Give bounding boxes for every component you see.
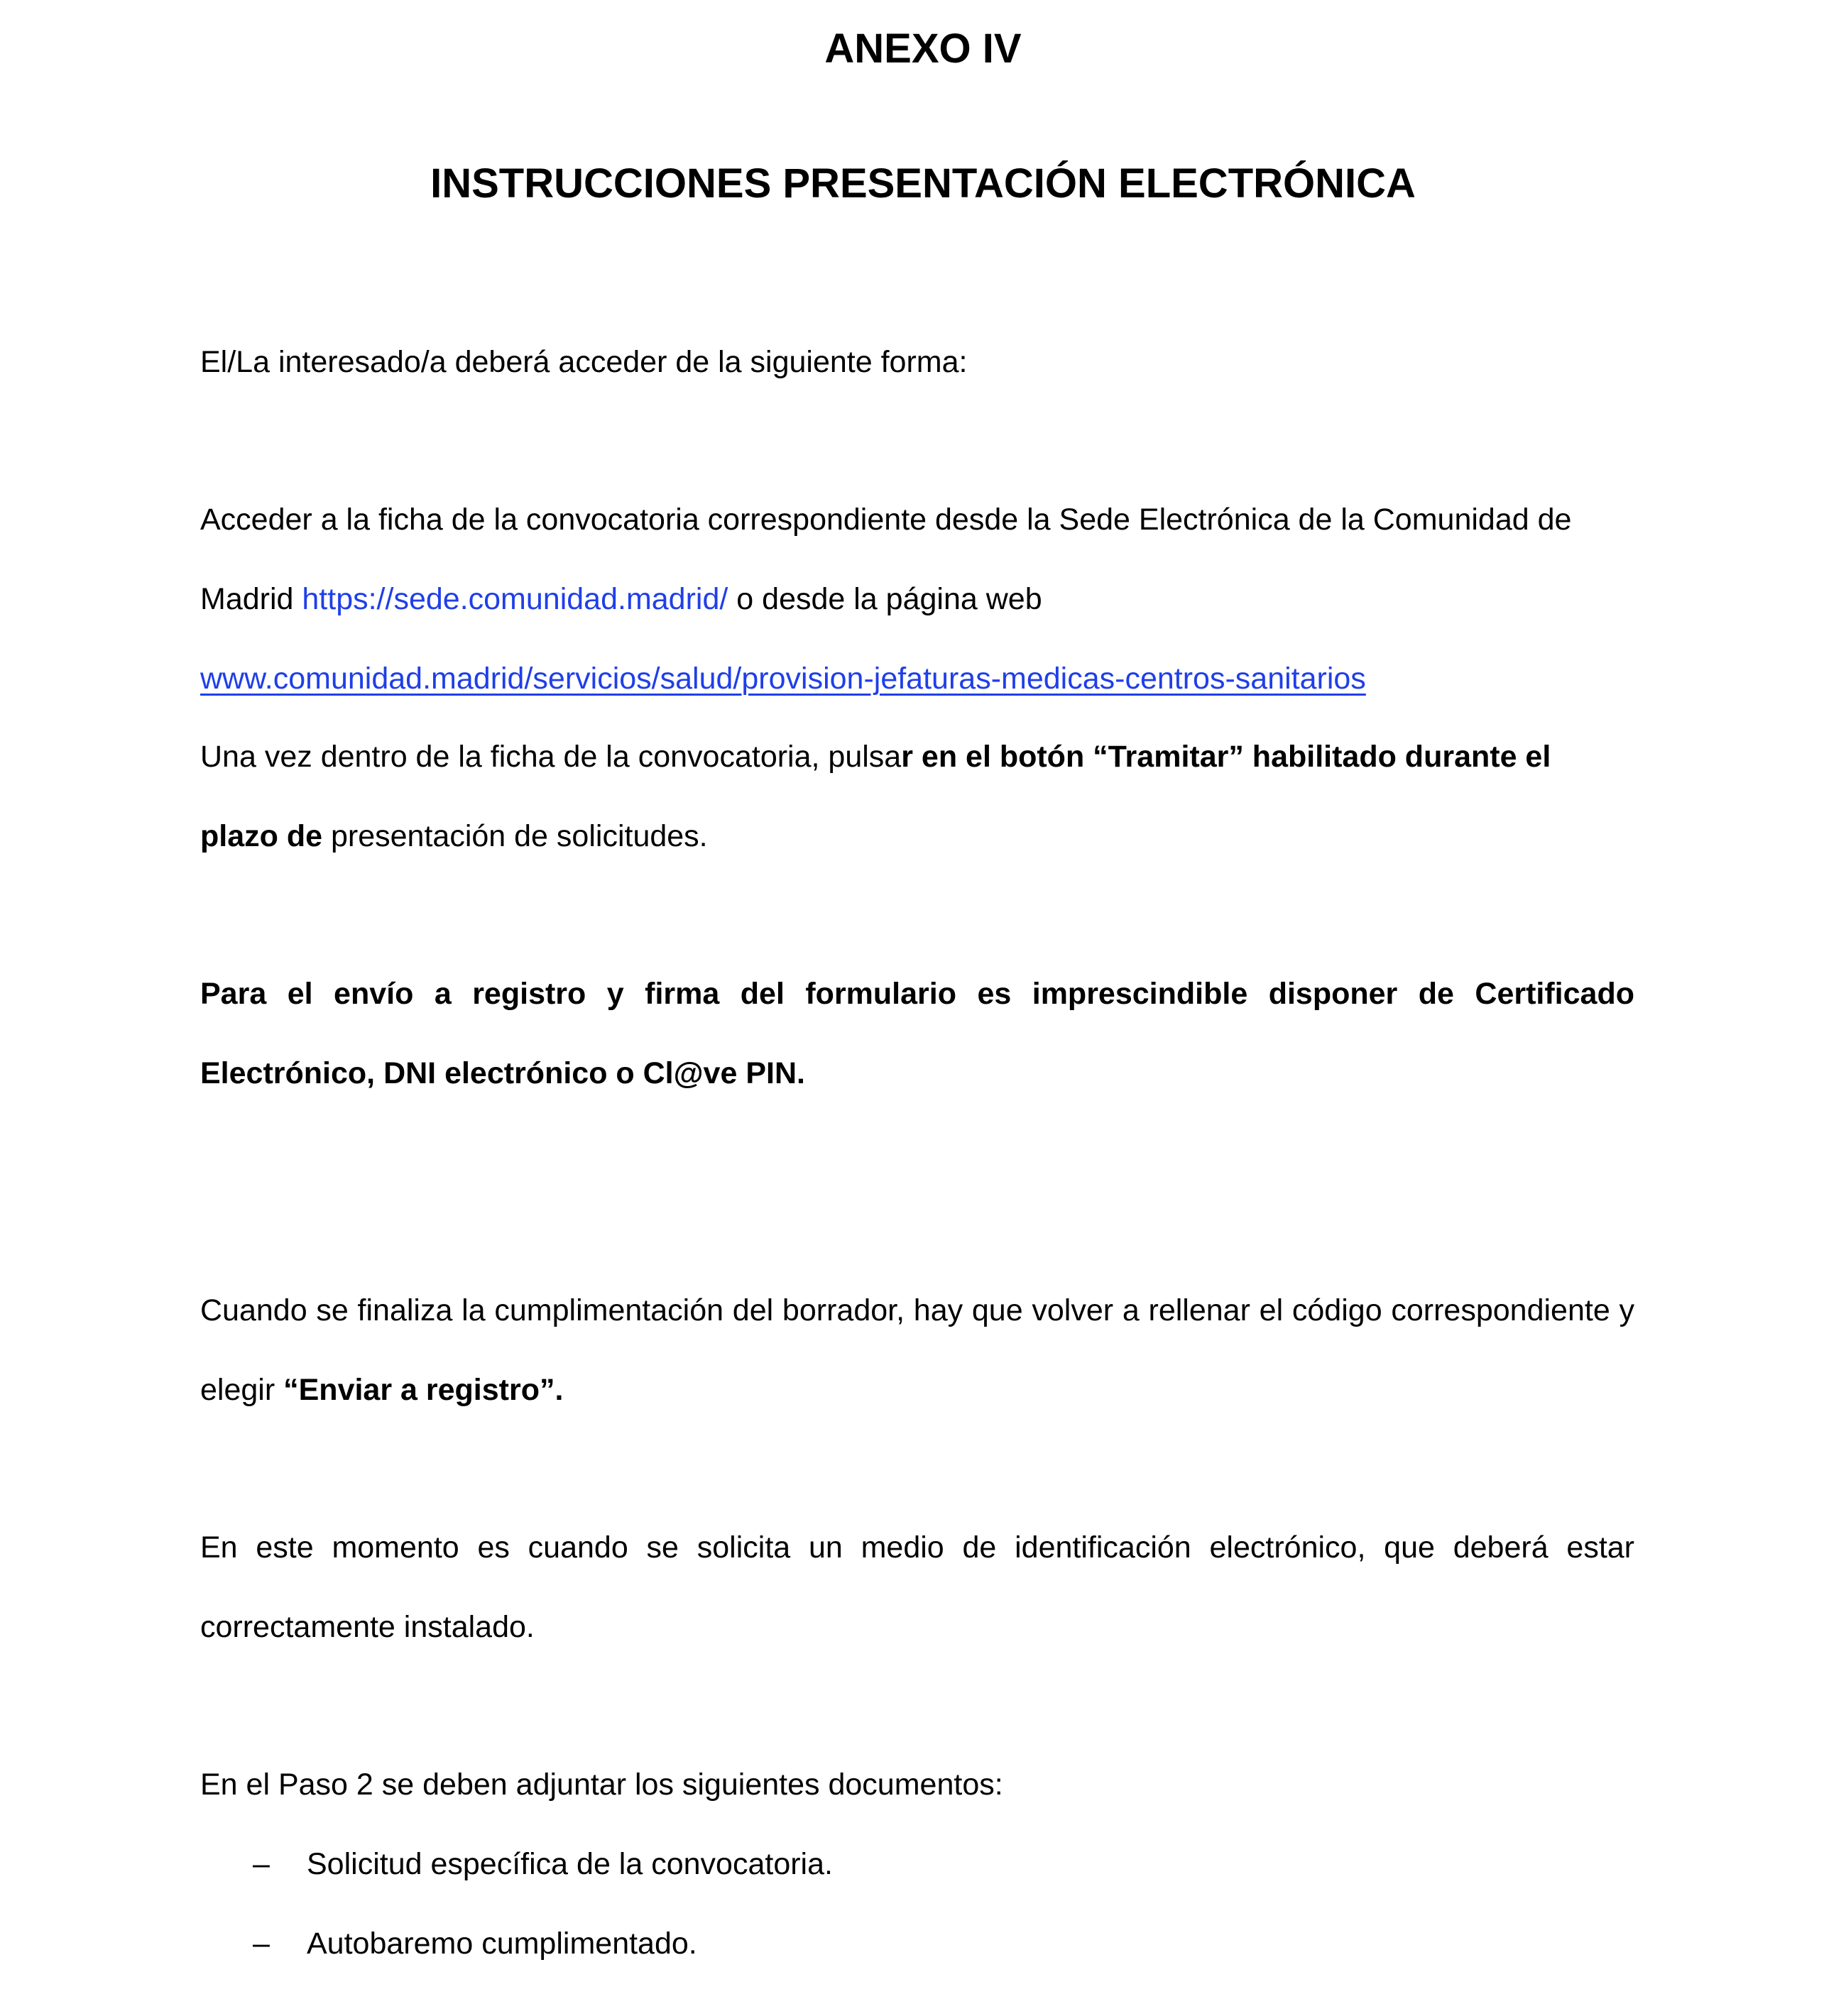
document-title: INSTRUCCIONES PRESENTACIÓN ELECTRÓNICA [430,160,1416,207]
tramitar-bold: r en el botón “Tramitar” habilitado durante el plazo de [200,740,1551,853]
dash-bullet: – [253,1927,270,1961]
access-paragraph [200,480,1634,718]
annex-heading: ANEXO IV [824,26,1022,72]
list-item-text: Autobaremo cumplimentado. [307,1927,697,1961]
list-item [253,1904,697,1983]
tramitar-paragraph [200,717,1634,876]
access-text-2: o desde la página web [728,582,1042,616]
requirement-paragraph: Para el envío a registro y firma del formulario es imprescindible disponer de Certificado Electrónico, DNI electrónico o Cl@ve PIN. [200,977,1634,1090]
draft-bold: “Enviar a registro”. [283,1373,564,1407]
sede-link[interactable]: https://sede.comunidad.madrid/ [302,582,728,616]
intro-paragraph: El/La interesado/a deberá acceder de la siguiente forma: [200,345,968,379]
tramitar-text-1: Una vez dentro de la ficha de la convocatoria, pulsa [200,740,902,774]
list-item [253,1824,833,1904]
step2-intro: En el Paso 2 se deben adjuntar los siguientes documentos: [200,1768,1003,1802]
access-text-1: Acceder a la ficha de la convocatoria correspondiente desde la Sede Electrónica de la Comunidad de Madrid [200,503,1572,616]
identification-paragraph: En este momento es cuando se solicita un medio de identificación electrónico, que deberá estar correctamente instalado. [200,1530,1634,1644]
provision-link[interactable]: www.comunidad.madrid/servicios/salud/provision-jefaturas-medicas-centros-sanitarios [200,662,1366,696]
tramitar-text-2: presentación de solicitudes. [322,819,708,853]
list-item-text: Solicitud específica de la convocatoria. [307,1847,833,1881]
dash-bullet: – [253,1847,270,1881]
draft-paragraph [200,1271,1634,1430]
draft-text: Cuando se finaliza la cumplimentación del borrador, hay que volver a rellenar el código correspondiente y elegir [200,1293,1634,1407]
